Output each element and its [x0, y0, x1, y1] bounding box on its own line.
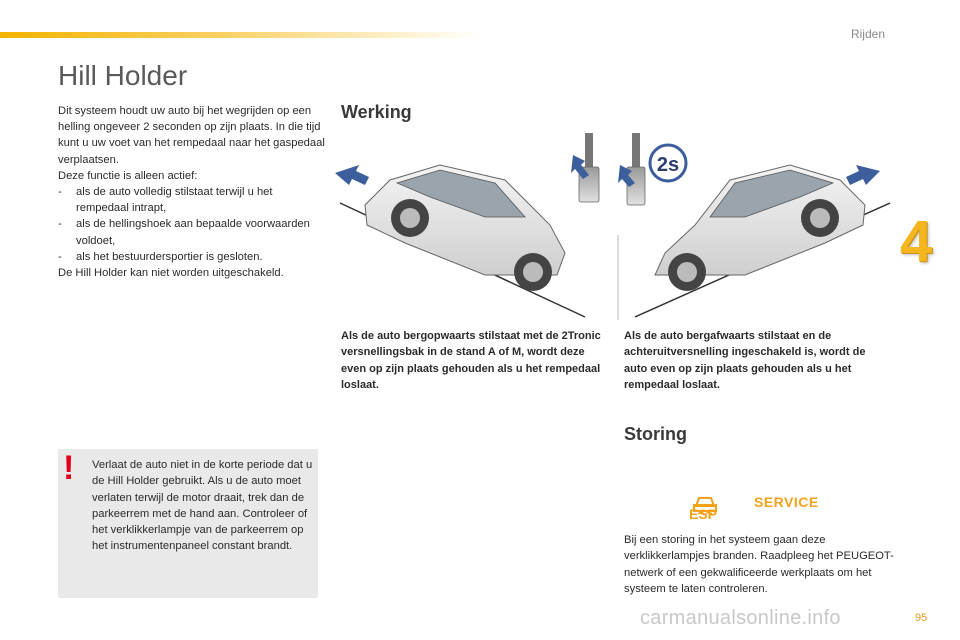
chapter-number: 4 [900, 209, 933, 274]
arrow-icon [335, 165, 369, 185]
intro-text [58, 103, 328, 281]
list-item: - als de auto volledig stilstaat terwijl u het rempedaal intrapt, [58, 184, 328, 216]
intro-condition-lead: Deze functie is alleen actief: [58, 169, 198, 182]
accelerator-pedal-icon [627, 133, 645, 205]
storing-heading: Storing [624, 424, 687, 444]
car-uphill [365, 165, 565, 291]
condition-list [58, 184, 328, 265]
car-downhill [655, 165, 865, 291]
list-item: - als de hellingshoek aan bepaalde voorwaarden voldoet, [58, 216, 328, 248]
watermark: carmanualsonline.info [640, 607, 841, 629]
header-accent-bar [0, 32, 480, 38]
timer-label: 2s [656, 154, 680, 176]
warning-box [58, 449, 318, 598]
page-title: Hill Holder [58, 60, 188, 91]
caption-downhill: Als de auto bergafwaarts stilstaat en de achteruitversnelling ingeschakeld is, wordt de auto even op zijn plaats gehouden als u het rempedaal loslaat. [624, 330, 866, 392]
timer-2s-icon [650, 145, 686, 181]
hill-holder-illustration [335, 125, 895, 325]
warning-lamps [680, 483, 830, 527]
section-label: Rijden [850, 27, 885, 41]
esp-label: ESP [689, 506, 718, 522]
intro-closing: De Hill Holder kan niet worden uitgeschakeld. [58, 267, 284, 280]
exclamation-icon: ! [63, 449, 75, 487]
service-label: SERVICE [754, 494, 819, 510]
werking-heading: Werking [341, 102, 412, 122]
warning-text: Verlaat de auto niet in de korte periode dat u de Hill Holder gebruikt. Als u de auto moet verlaten terwijl de motor draait, trek dan de parkeerrem met de hand aan. Controleer of het verklikkerlampje van de parkeerrem op het instrumentenpaneel constant brandt. [92, 459, 313, 553]
arrow-icon [846, 165, 880, 185]
page-number: 95 [915, 612, 928, 624]
list-item: - als het bestuurdersportier is gesloten. [58, 249, 328, 265]
caption-uphill: Als de auto bergopwaarts stilstaat met de 2Tronic versnellingsbak in de stand A of M, wordt deze even op zijn plaats gehouden als u het rempedaal loslaat. [341, 330, 601, 392]
intro-paragraph: Dit systeem houdt uw auto bij het wegrijden op een helling ongeveer 2 seconden op zijn plaats. In die tijd kunt u uw voet van het rempedaal naar het gaspedaal verplaatsen. [58, 105, 325, 166]
storing-text: Bij een storing in het systeem gaan deze verklikkerlampjes branden. Raadpleeg het PEUGEOT-netwerk of een gekwalificeerde werkplaats om het systeem te laten controleren. [624, 534, 894, 595]
